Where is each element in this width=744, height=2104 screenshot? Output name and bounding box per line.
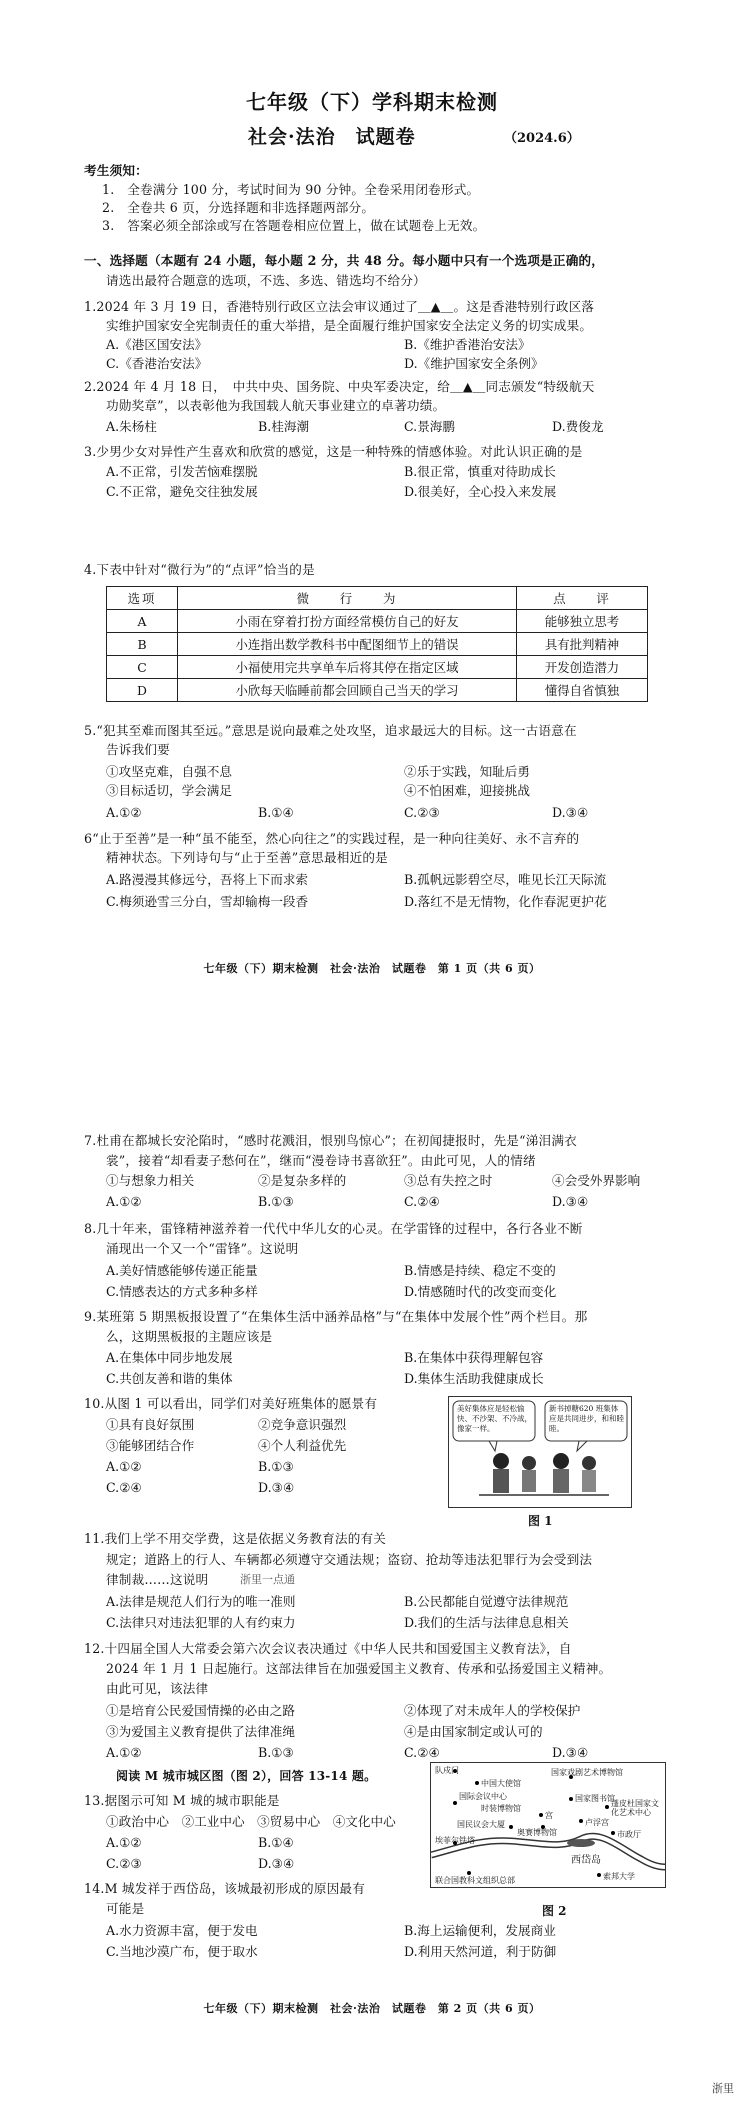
q4-row-d-option: D — [107, 679, 178, 702]
q5-option-c: C.②③ — [404, 805, 440, 820]
q10-item-2: ②竞争意识强烈 — [258, 1417, 347, 1432]
q14-option-b: B.海上运输便利，发展商业 — [404, 1923, 556, 1938]
q5-item-1: ①攻坚克难，自强不息 — [106, 764, 232, 779]
q7-option-c: C.②④ — [404, 1194, 440, 1209]
q14-option-a: A.水力资源丰富，便于发电 — [106, 1923, 258, 1938]
q1-stem: 1.2024 年 3 月 19 日，香港特别行政区立法会审议通过了＿▲＿。这是香港特别行政区落 — [84, 299, 595, 314]
q2-stem-2: 功勋奖章”，以表彰他为我国载人航天事业建立的卓著功绩。 — [106, 398, 446, 413]
map-label-2: 国家戏剧艺术博物馆 — [551, 1768, 623, 1777]
q4-row-b-behavior: 小连指出数学教科书中配图细节上的错误 — [178, 633, 517, 656]
q3-option-d: D.很美好，全心投入来发展 — [404, 484, 557, 499]
q14-option-d: D.利用天然河道，利于防御 — [404, 1944, 557, 1959]
q13-items: ①政治中心 ②工业中心 ③贸易中心 ④文化中心 — [106, 1814, 396, 1829]
q10-option-c: C.②④ — [106, 1480, 142, 1495]
map-label-8: 国民议会大厦 — [457, 1820, 505, 1829]
q5-option-a: A.①② — [106, 805, 142, 820]
figure-2-map — [430, 1762, 666, 1888]
q12-stem-2: 2024 年 1 月 1 日起施行。这部法律旨在加强爱国主义教育、传承和弘扬爱国主义精神。 — [106, 1661, 612, 1676]
q10-item-4: ④个人利益优先 — [258, 1438, 347, 1453]
q12-stem: 12.十四届全国人大常委会第六次会议表决通过《中华人民共和国爱国主义教育法》，自 — [84, 1641, 572, 1656]
q12-option-a: A.①② — [106, 1745, 142, 1760]
q1-option-c: C.《香港治安法》 — [106, 356, 208, 371]
q10-option-a: A.①② — [106, 1459, 142, 1474]
exam-date: （2024.6） — [504, 131, 580, 146]
q5-option-d: D.③④ — [552, 805, 589, 820]
watermark-text: 浙里一点通 — [240, 1573, 295, 1586]
q12-item-3: ③为爱国主义教育提供了法律准绳 — [106, 1724, 295, 1739]
map-label-4: 时装博物馆 — [481, 1804, 521, 1813]
q12-item-2: ②体现了对未成年人的学校保护 — [404, 1703, 581, 1718]
q1-option-d: D.《维护国家安全条例》 — [404, 356, 544, 371]
q4-row-c-behavior: 小福使用完共享单车后将其停在指定区域 — [178, 656, 517, 679]
q1-option-a: A.《港区国安法》 — [106, 337, 208, 352]
section-instruction: 请选出最符合题意的选项，不选、多选、错选均不给分） — [106, 273, 426, 288]
page-footer-2: 七年级（下）期末检测 社会·法治 试题卷 第 2 页（共 6 页） — [203, 2002, 541, 2015]
map-label-1: 中国大使馆 — [481, 1779, 521, 1788]
q11-stem: 11.我们上学不用交学费，这是依据义务教育法的有关 — [84, 1531, 387, 1546]
q3-option-a: A.不正常，引发苦恼难摆脱 — [106, 464, 258, 479]
q8-option-b: B.情感是持续、稳定不变的 — [404, 1263, 556, 1278]
q2-option-b: B.桂海潮 — [258, 419, 310, 434]
q9-option-c: C.共创友善和谐的集体 — [106, 1371, 233, 1386]
q11-option-c: C.法律只对违法犯罪的人有约束力 — [106, 1615, 296, 1630]
figure-1-bubble-left: 美好集体应是轻松愉快、不沙架、不冷战，像家一样。 — [457, 1404, 532, 1433]
reading-instruction: 阅读 M 城市城区图（图 2），回答 13-14 题。 — [116, 1769, 377, 1783]
figure-1-caption: 图 1 — [528, 1514, 553, 1528]
q9-option-b: B.在集体中获得理解包容 — [404, 1350, 544, 1365]
q13-option-b: B.①④ — [258, 1835, 294, 1850]
q6-stem: 6“止于至善”是一种“虽不能至，然心向往之”的实践过程，是一种向往美好、永不言弃的 — [84, 831, 580, 846]
q9-stem-2: 么，这期黑板报的主题应该是 — [106, 1329, 273, 1344]
q8-option-d: D.情感随时代的改变而变化 — [404, 1284, 557, 1299]
figure-1-bubble-right: 新书掉糖620 班集体应是共同进步，和和睦睦。 — [549, 1404, 624, 1433]
q7-item-1: ①与想象力相关 — [106, 1173, 195, 1188]
q5-option-b: B.①④ — [258, 805, 294, 820]
map-label-3: 国际会议中心 — [459, 1792, 507, 1801]
q14-stem: 14.M 城发祥于西岱岛，该城最初形成的原因最有 — [84, 1881, 366, 1896]
q4-row-d-behavior: 小欣每天临睡前都会回顾自己当天的学习 — [178, 679, 517, 702]
q6-option-b: B.孤帆远影碧空尽，唯见长江天际流 — [404, 872, 607, 887]
q4-stem: 4.下表中针对“微行为”的“点评”恰当的是 — [84, 562, 315, 577]
q11-stem-3: 律制裁……这说明 — [106, 1572, 209, 1587]
page-title: 七年级（下）学科期末检测 — [246, 90, 498, 114]
notice-item-1: 1. 全卷满分 100 分，考试时间为 90 分钟。全卷采用闭卷形式。 — [102, 182, 480, 197]
q8-option-a: A.美好情感能够传递正能量 — [106, 1263, 258, 1278]
q8-stem: 8.几十年来，雷锋精神滋养着一代代中华儿女的心灵。在学雷锋的过程中，各行各业不断 — [84, 1221, 583, 1236]
q10-item-1: ①具有良好氛围 — [106, 1417, 195, 1432]
q7-item-2: ②是复杂多样的 — [258, 1173, 347, 1188]
q10-option-d: D.③④ — [258, 1480, 295, 1495]
q4-row-c-option: C — [107, 656, 178, 679]
map-label-7: 蓬皮杜国家文化艺术中心 — [611, 1799, 659, 1817]
page-subtitle: 社会·法治 试题卷 — [248, 126, 416, 148]
table-row — [107, 633, 648, 656]
q6-option-c: C.梅须逊雪三分白，雪却输梅一段香 — [106, 894, 309, 909]
q3-stem: 3.少男少女对异性产生喜欢和欣赏的感觉，这是一种特殊的情感体验。对此认识正确的是 — [84, 444, 583, 459]
map-label-12: 市政厅 — [617, 1830, 641, 1839]
q5-item-2: ②乐于实践，知耻后勇 — [404, 764, 530, 779]
q10-option-b: B.①③ — [258, 1459, 294, 1474]
q1-option-b: B.《维护香港治安法》 — [404, 337, 531, 352]
notice-heading: 考生须知： — [84, 163, 148, 178]
q10-stem: 10.从图 1 可以看出，同学们对美好班集体的愿景有 — [84, 1396, 378, 1411]
q12-option-b: B.①③ — [258, 1745, 294, 1760]
q12-option-c: C.②④ — [404, 1745, 440, 1760]
q4-row-a-comment: 能够独立思考 — [517, 610, 648, 633]
q4-row-d-comment: 懂得自省慎独 — [517, 679, 648, 702]
q11-option-d: D.我们的生活与法律息息相关 — [404, 1615, 569, 1630]
q7-option-d: D.③④ — [552, 1194, 589, 1209]
map-label-5: 国家图书馆 — [575, 1794, 615, 1803]
q3-option-b: B.很正常，慎重对待助成长 — [404, 464, 556, 479]
figure-2-caption: 图 2 — [542, 1904, 567, 1918]
map-label-15: 索邦大学 — [603, 1872, 635, 1881]
q6-option-d: D.落红不是无情物，化作春泥更护花 — [404, 894, 607, 909]
q14-option-c: C.当地沙漠广布，便于取水 — [106, 1944, 258, 1959]
q2-option-d: D.费俊龙 — [552, 419, 604, 434]
q5-item-3: ③目标适切，学会满足 — [106, 783, 232, 798]
table-row — [107, 679, 648, 702]
q3-option-c: C.不正常，避免交往独发展 — [106, 484, 258, 499]
map-label-0: 队戍门 — [435, 1766, 459, 1775]
q4-table — [106, 586, 648, 702]
q12-option-d: D.③④ — [552, 1745, 589, 1760]
q13-stem: 13.据图示可知 M 城的城市职能是 — [84, 1793, 280, 1808]
map-label-11: 埃菲尔铁塔 — [435, 1836, 475, 1845]
q12-item-4: ④是由国家制定或认可的 — [404, 1724, 543, 1739]
q7-stem: 7.杜甫在都城长安沦陷时，“感时花溅泪，恨别鸟惊心”；在初闻捷报时，先是“涕泪满衣 — [84, 1133, 577, 1148]
section-heading: 一、选择题（本题有 24 小题，每小题 2 分，共 48 分。每小题中只有一个选项是正确的， — [84, 253, 605, 268]
map-label-9: 奥赛博物馆 — [517, 1828, 557, 1837]
notice-item-3: 3. 答案必须全部涂或写在答题卷相应位置上，做在试题卷上无效。 — [102, 218, 486, 233]
q5-stem-2: 告诉我们要 — [106, 742, 170, 757]
q12-item-1: ①是培育公民爱国情操的必由之路 — [106, 1703, 295, 1718]
q13-option-c: C.②③ — [106, 1856, 142, 1871]
q2-option-c: C.景海鹏 — [404, 419, 455, 434]
map-label-13: 西岱岛 — [571, 1855, 601, 1866]
q6-option-a: A.路漫漫其修远兮，吾将上下而求索 — [106, 872, 309, 887]
q5-item-4: ④不怕困难，迎接挑战 — [404, 783, 530, 798]
q4-header-option: 选项 — [107, 587, 178, 610]
table-row — [107, 656, 648, 679]
q8-option-c: C.情感表达的方式多种多样 — [106, 1284, 258, 1299]
q11-option-b: B.公民都能自觉遵守法律规范 — [404, 1594, 569, 1609]
q12-stem-3: 由此可见，该法律 — [106, 1681, 209, 1696]
q4-row-a-option: A — [107, 610, 178, 633]
q7-item-4: ④会受外界影响 — [552, 1173, 641, 1188]
q8-stem-2: 涌现出一个又一个“雷锋”。这说明 — [106, 1241, 299, 1256]
map-label-14: 联合国教科文组织总部 — [435, 1876, 515, 1885]
q2-option-a: A.朱杨柱 — [106, 419, 157, 434]
q9-option-d: D.集体生活助我健康成长 — [404, 1371, 544, 1386]
q9-stem: 9.某班第 5 期黑板报设置了“在集体生活中涵养品格”与“在集体中发展个性”两个栏目。那 — [84, 1309, 588, 1324]
map-label-10: 卢浮宫 — [585, 1818, 609, 1827]
notice-item-2: 2. 全卷共 6 页，分选择题和非选择题两部分。 — [102, 200, 375, 215]
q11-stem-2: 规定；道路上的行人、车辆都必须遵守交通法规；盗窃、抢劫等违法犯罪行为会受到法 — [106, 1552, 593, 1567]
q13-option-d: D.③④ — [258, 1856, 295, 1871]
q7-stem-2: 裳”，接着“却看妻子愁何在”，继而“漫卷诗书喜欲狂”。由此可见，人的情绪 — [106, 1153, 536, 1168]
figure-1 — [448, 1396, 632, 1508]
q13-option-a: A.①② — [106, 1835, 142, 1850]
q4-header-comment: 点 评 — [517, 587, 648, 610]
q9-option-a: A.在集体中同步地发展 — [106, 1350, 233, 1365]
map-label-6: 宫 — [545, 1811, 553, 1820]
page-footer-1: 七年级（下）期末检测 社会·法治 试题卷 第 1 页（共 6 页） — [203, 962, 541, 975]
corner-watermark: 浙里 — [712, 2082, 734, 2095]
q4-header-behavior: 微 行 为 — [178, 587, 517, 610]
q5-stem: 5.“犯其至难而图其至远。”意思是说向最难之处攻坚，追求最远大的目标。这一古语意在 — [84, 723, 577, 738]
q4-row-c-comment: 开发创造潜力 — [517, 656, 648, 679]
q7-option-a: A.①② — [106, 1194, 142, 1209]
q4-row-b-option: B — [107, 633, 178, 656]
q6-stem-2: 精神状态。下列诗句与“止于至善”意思最相近的是 — [106, 850, 388, 865]
q10-item-3: ③能够团结合作 — [106, 1438, 195, 1453]
q1-stem-2: 实维护国家安全宪制责任的重大举措，是全面履行维护国家安全法定义务的切实成果。 — [106, 318, 593, 333]
table-row — [107, 610, 648, 633]
q2-stem: 2.2024 年 4 月 18 日， 中共中央、国务院、中央军委决定，给＿▲＿同志颁发“特级航天 — [84, 379, 595, 394]
q11-option-a: A.法律是规范人们行为的唯一准则 — [106, 1594, 296, 1609]
q4-row-b-comment: 具有批判精神 — [517, 633, 648, 656]
q7-option-b: B.①③ — [258, 1194, 294, 1209]
q14-stem-2: 可能是 — [106, 1901, 145, 1916]
q7-item-3: ③总有失控之时 — [404, 1173, 493, 1188]
q4-row-a-behavior: 小雨在穿着打扮方面经常模仿自己的好友 — [178, 610, 517, 633]
